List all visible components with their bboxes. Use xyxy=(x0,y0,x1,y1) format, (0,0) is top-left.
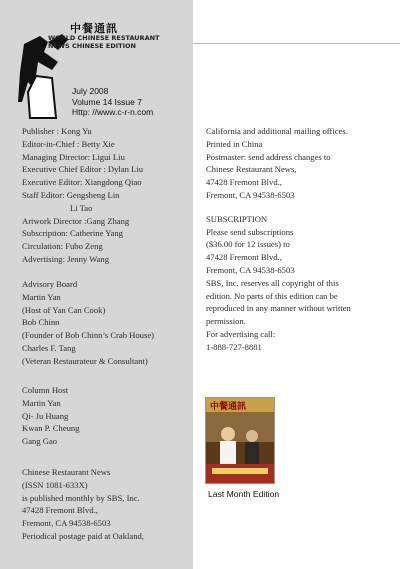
advisory-line: (Founder of Bob Chinn’s Crab House) xyxy=(22,330,154,341)
column-host-line: Martin Yan xyxy=(22,397,61,408)
website-link[interactable]: Http: //www.c-r-n.com xyxy=(72,107,154,117)
cover-caption: Last Month Edition xyxy=(208,489,280,499)
staff-line: Managing Director: Ligui Liu xyxy=(22,151,125,162)
staff-line: Staff Editor: Gengsheng Lin xyxy=(22,189,120,200)
publication-line: (ISSN 1081-633X) xyxy=(22,479,88,490)
column-host-heading: Column Host xyxy=(22,385,69,395)
issue-volume: Volume 14 Issue 7 xyxy=(72,96,142,107)
column-host xyxy=(22,384,80,448)
subscription-line: edition. No parts of this edition can be xyxy=(206,290,338,301)
subscription-line: SBS, Inc. reserves all copyright of this xyxy=(206,277,339,288)
staff-list xyxy=(22,125,143,266)
subscription-heading: SUBSCRIPTION xyxy=(206,213,268,224)
publication-line: Chinese Restaurant News xyxy=(22,467,111,477)
issue-info xyxy=(72,86,153,118)
staff-line: Advertising: Jenny Wang xyxy=(22,253,109,264)
subscription-line: For advertising call: xyxy=(206,328,276,339)
subscription-line: reproduced in any manner without written xyxy=(206,303,351,314)
column-host-line: Kwan P. Cheung xyxy=(22,423,80,434)
subscription-line: ($36.00 for 12 issues) to xyxy=(206,239,290,250)
mailing-line: California and additional mailing offices. xyxy=(206,126,348,136)
advertising-phone: 1-888-727-8881 xyxy=(206,341,262,352)
staff-line: Editor-in-Chief : Betty Xie xyxy=(22,138,115,149)
last-month-cover-image[interactable] xyxy=(205,397,275,484)
subscription-line: permission. xyxy=(206,316,246,327)
mailing-line: Printed in China xyxy=(206,138,263,149)
advisory-line: Charles F. Tang xyxy=(22,342,76,353)
mailing-line: Postmaster: send address changes to xyxy=(206,151,331,162)
logo-chinese-title: 中餐通訊 xyxy=(70,22,118,35)
publication-line: 47428 Fremont Blvd., xyxy=(22,505,98,516)
staff-line: Circulation: Fubo Zeng xyxy=(22,241,103,252)
divider-rule xyxy=(193,43,400,44)
advisory-line: Martin Yan xyxy=(22,291,61,302)
staff-line: Li Tao xyxy=(70,202,93,213)
issue-date: July 2008 xyxy=(72,86,109,96)
subscription-line: Please send subscriptions xyxy=(206,226,294,237)
staff-line: Publisher : Kong Yu xyxy=(22,126,92,136)
column-host-line: Qi- Ju Huang xyxy=(22,410,69,421)
advisory-line: (Veteran Restaurateur & Consultant) xyxy=(22,355,148,366)
mailing-line: Fremont, CA 94538-6503 xyxy=(206,189,295,200)
publication-line: Periodical postage paid at Oakland, xyxy=(22,530,144,541)
publication-line: is published monthly by SBS, Inc. xyxy=(22,492,140,503)
logo-english-line1: WORLD CHINESE RESTAURANT xyxy=(48,34,160,42)
mailing-line: 47428 Fremont Blvd., xyxy=(206,177,282,188)
publication-line: Fremont, CA 94538-6503 xyxy=(22,518,111,529)
staff-line: Subscription: Catherine Yang xyxy=(22,228,123,239)
staff-line: Executive Editor: Xiangdong Qiao xyxy=(22,177,142,188)
cover-title: 中餐通訊 xyxy=(210,402,247,412)
column-host-line: Gang Gao xyxy=(22,436,58,447)
right-column xyxy=(206,125,351,354)
logo-english-line2: NEWS CHINESE EDITION xyxy=(48,42,136,50)
advisory-line: (Host of Yan Can Cook) xyxy=(22,304,106,315)
staff-line: Executive Chief Editor : Dylan Liu xyxy=(22,164,143,175)
advisory-board xyxy=(22,278,154,368)
masthead-logo xyxy=(18,18,188,120)
mailing-line: Chinese Restaurant News, xyxy=(206,164,297,175)
staff-line: Artwork Director :Gang Zhang xyxy=(22,215,130,226)
advisory-heading: Advisory Board xyxy=(22,279,78,289)
advisory-line: Bob Chinn xyxy=(22,317,60,328)
subscription-line: 47428 Fremont Blvd., xyxy=(206,252,282,263)
subscription-line: Fremont, CA 94538-6503 xyxy=(206,264,295,275)
publication-info xyxy=(22,466,144,543)
cover-photo xyxy=(206,412,274,483)
